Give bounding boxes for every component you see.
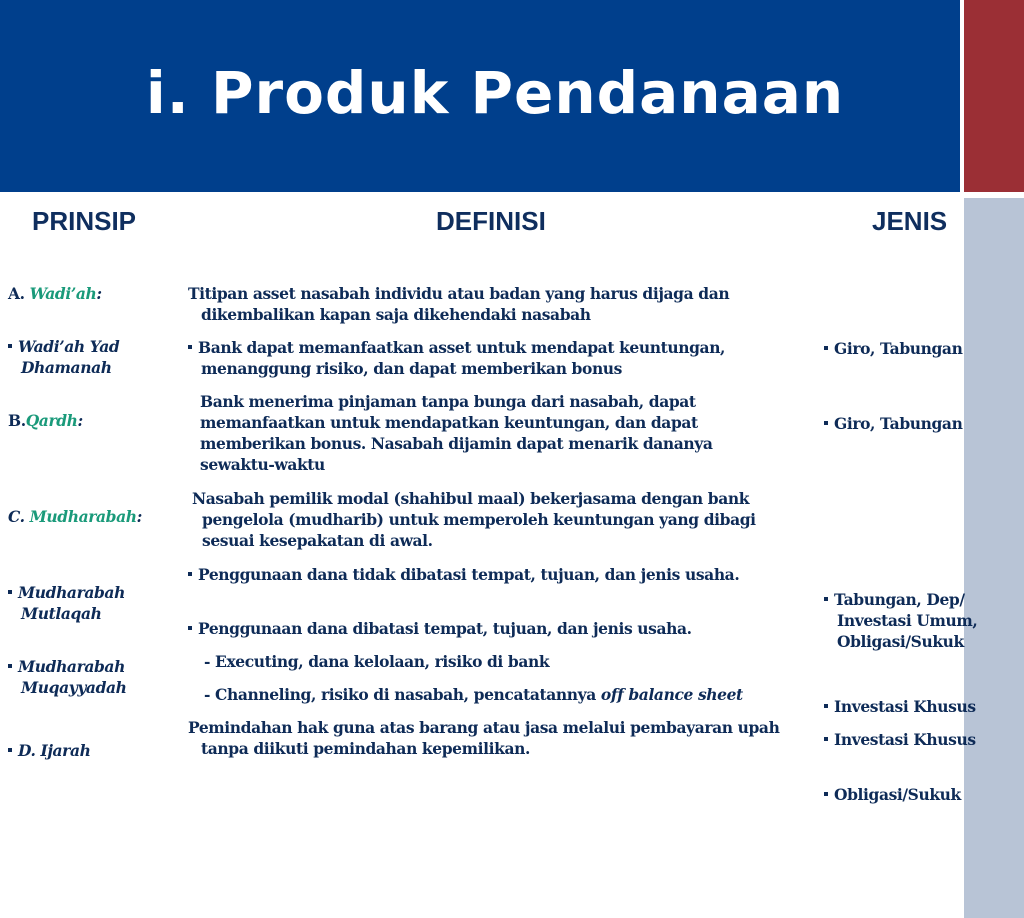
definisi-line: tanpa diikuti pemindahan kepemilikan.: [201, 739, 530, 758]
jenis-item: [824, 589, 977, 652]
bullet-icon: [188, 626, 192, 630]
bullet-icon: [188, 572, 192, 576]
prinsip-wadiah-suffix: :: [96, 284, 102, 303]
prinsip-line: Dhamanah: [21, 358, 112, 377]
prinsip-mudharabah-mutlaqah: [8, 582, 125, 624]
bullet-icon: [824, 792, 828, 796]
prinsip-qardh-name: Qardh: [25, 411, 78, 430]
definisi-line: Bank menerima pinjaman tanpa bunga dari nasabah, dapat: [200, 392, 696, 411]
prinsip-line: Mutlaqah: [21, 604, 102, 623]
definisi-mudharabah: [192, 488, 756, 551]
definisi-executing: - Executing, dana kelolaan, risiko di bank: [204, 652, 550, 671]
definisi-line: Penggunaan dana dibatasi tempat, tujuan, dan jenis usaha.: [198, 619, 692, 638]
definisi-line: Nasabah pemilik modal (shahibul maal) bekerjasama dengan bank: [192, 489, 750, 508]
definisi-line: memanfaatkan untuk mendapatkan keuntungan, dan dapat: [200, 413, 698, 432]
jenis-item: [824, 696, 976, 717]
definisi-line: sesuai kesepakatan di awal.: [202, 531, 433, 550]
prinsip-mudharabah: [8, 506, 142, 527]
prinsip-wadiah-name: Wadi’ah: [29, 284, 97, 303]
definisi-wadiah: [188, 283, 729, 325]
definisi-line: Bank dapat memanfaatkan asset untuk mendapat keuntungan,: [198, 338, 726, 357]
prinsip-wadiah-prefix: A.: [8, 284, 30, 303]
jenis-line: Investasi Khusus: [834, 697, 976, 716]
bullet-icon: [8, 344, 12, 348]
prinsip-line: Mudharabah: [18, 657, 125, 676]
prinsip-ijarah: [8, 740, 90, 761]
definisi-line: pengelola (mudharib) untuk memperoleh keuntungan yang dibagi: [202, 510, 756, 529]
definisi-line: sewaktu-waktu: [200, 455, 325, 474]
page-title: i. Produk Pendanaan: [145, 59, 845, 127]
prinsip-line: Muqayyadah: [21, 678, 127, 697]
definisi-qardh: [200, 391, 713, 475]
prinsip-wadiah-yad-dhamanah: [8, 336, 119, 378]
definisi-line: menanggung risiko, dan dapat memberikan bonus: [201, 359, 623, 378]
prinsip-line: Wadi’ah Yad: [18, 337, 120, 356]
prinsip-mudharabah-suffix: :: [136, 507, 142, 526]
prinsip-mudharabah-prefix: C.: [8, 507, 30, 526]
bullet-icon: [8, 590, 12, 594]
jenis-line: Investasi Umum,: [837, 611, 978, 630]
definisi-mutlaqah: [188, 564, 739, 585]
jenis-item: [824, 784, 961, 805]
bullet-icon: [824, 346, 828, 350]
prinsip-qardh-suffix: :: [77, 411, 83, 430]
prinsip-qardh-prefix: B.: [8, 411, 26, 430]
bullet-icon: [824, 704, 828, 708]
jenis-line: Giro, Tabungan: [834, 339, 963, 358]
prinsip-mudharabah-name: Mudharabah: [29, 507, 137, 526]
side-accent-strip: [964, 198, 1024, 918]
column-header-definisi: DEFINISI: [436, 206, 546, 236]
definisi-muqayyadah: [188, 618, 692, 639]
bullet-icon: [824, 597, 828, 601]
definisi-line: memberikan bonus. Nasabah dijamin dapat menarik dananya: [200, 434, 713, 453]
definisi-line: - Channeling, risiko di nasabah, pencatatannya: [204, 685, 601, 704]
definisi-line: Pemindahan hak guna atas barang atau jasa melalui pembayaran upah: [188, 718, 780, 737]
jenis-line: Investasi Khusus: [834, 730, 976, 749]
bullet-icon: [8, 748, 12, 752]
jenis-line: Obligasi/Sukuk: [837, 632, 964, 651]
column-header-jenis: JENIS: [872, 206, 948, 236]
definisi-line: Titipan asset nasabah individu atau badan yang harus dijaga dan: [188, 284, 730, 303]
bullet-icon: [824, 421, 828, 425]
prinsip-wadiah: [8, 283, 102, 304]
bullet-icon: [824, 737, 828, 741]
prinsip-mudharabah-muqayyadah: [8, 656, 127, 698]
prinsip-line: D. Ijarah: [18, 741, 91, 760]
jenis-item: [824, 338, 962, 359]
definisi-line: dikembalikan kapan saja dikehendaki nasabah: [201, 305, 591, 324]
jenis-item: [824, 413, 962, 434]
bullet-icon: [188, 345, 192, 349]
bullet-icon: [8, 664, 12, 668]
prinsip-line: Mudharabah: [18, 583, 125, 602]
definisi-channeling: [204, 684, 743, 705]
column-header-prinsip: PRINSIP: [32, 206, 137, 236]
jenis-item: [824, 729, 976, 750]
definisi-ijarah: [188, 717, 779, 759]
definisi-line-italic: off balance sheet: [600, 685, 743, 704]
jenis-line: Obligasi/Sukuk: [834, 785, 961, 804]
definisi-line: Penggunaan dana tidak dibatasi tempat, tujuan, dan jenis usaha.: [198, 565, 740, 584]
jenis-line: Giro, Tabungan: [834, 414, 963, 433]
jenis-line: Tabungan, Dep/: [834, 590, 965, 609]
prinsip-qardh: [8, 410, 83, 431]
definisi-wadiah-yad-dhamanah: [188, 337, 725, 379]
